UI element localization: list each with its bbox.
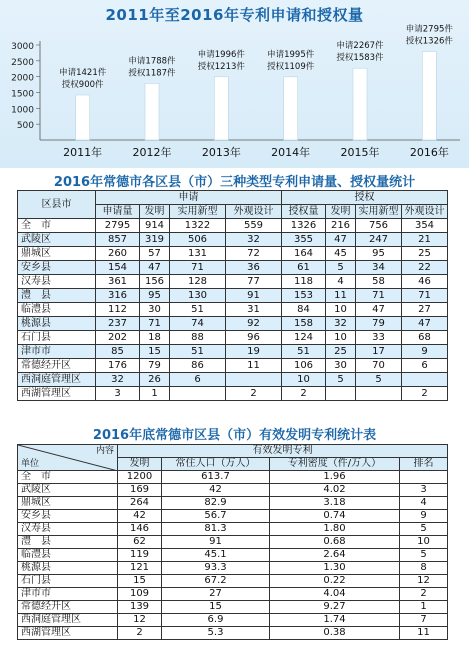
value-cell: 4.02 — [270, 484, 400, 497]
table-row — [18, 471, 448, 484]
bar — [353, 68, 367, 140]
value-cell — [226, 373, 282, 387]
value-cell: 61 — [282, 261, 326, 275]
value-cell: 5 — [400, 549, 448, 562]
region-cell: 桃源县 — [18, 562, 118, 575]
value-cell: 72 — [226, 247, 282, 261]
subheader-cell: 外观设计 — [226, 205, 282, 219]
data-label-grant: 授权1187件 — [128, 68, 176, 79]
subheader-cell: 专利密度（件/万人） — [270, 458, 400, 471]
value-cell: 237 — [96, 317, 140, 331]
value-cell: 4.04 — [270, 588, 400, 601]
value-cell: 559 — [226, 219, 282, 233]
category-label: 2011年 — [63, 146, 103, 159]
value-cell: 42 — [162, 484, 270, 497]
value-cell: 32 — [226, 233, 282, 247]
data-label-grant: 授权1583件 — [336, 53, 384, 64]
value-cell: 12 — [118, 614, 162, 627]
value-cell: 21 — [402, 233, 448, 247]
value-cell: 77 — [226, 275, 282, 289]
value-cell: 613.7 — [162, 471, 270, 484]
value-cell: 15 — [162, 601, 270, 614]
region-cell: 常德经开区 — [18, 359, 96, 373]
region-cell: 临澧县 — [18, 549, 118, 562]
value-cell: 32 — [96, 373, 140, 387]
value-cell: 34 — [356, 261, 402, 275]
value-cell: 361 — [96, 275, 140, 289]
value-cell: 71 — [356, 289, 402, 303]
table-row — [18, 289, 448, 303]
value-cell: 91 — [162, 536, 270, 549]
value-cell: 1 — [400, 601, 448, 614]
category-label: 2015年 — [340, 146, 380, 159]
subheader-cell: 实用新型 — [170, 205, 226, 219]
value-cell: 22 — [402, 261, 448, 275]
region-cell: 常德经开区 — [18, 601, 118, 614]
value-cell — [170, 387, 226, 401]
subheader-cell: 实用新型 — [356, 205, 402, 219]
value-cell: 4 — [326, 275, 356, 289]
value-cell: 96 — [226, 331, 282, 345]
value-cell: 71 — [402, 289, 448, 303]
subheader-cell: 申请量 — [96, 205, 140, 219]
value-cell: 176 — [96, 359, 140, 373]
value-cell: 46 — [402, 275, 448, 289]
value-cell: 15 — [140, 345, 170, 359]
value-cell: 47 — [140, 261, 170, 275]
y-tick-label: 500 — [16, 121, 34, 132]
region-cell: 津市市 — [18, 345, 96, 359]
value-cell: 216 — [326, 219, 356, 233]
value-cell: 260 — [96, 247, 140, 261]
value-cell: 153 — [282, 289, 326, 303]
value-cell: 1.74 — [270, 614, 400, 627]
value-cell: 10 — [282, 373, 326, 387]
data-label-apply: 申请1995件 — [267, 49, 315, 60]
value-cell: 5 — [400, 523, 448, 536]
subheader-cell: 发明 — [118, 458, 162, 471]
value-cell: 354 — [402, 219, 448, 233]
table-row — [18, 387, 448, 401]
value-cell: 2 — [118, 627, 162, 640]
value-cell: 1322 — [170, 219, 226, 233]
region-cell: 鼎城区 — [18, 497, 118, 510]
value-cell: 2 — [400, 588, 448, 601]
value-cell: 355 — [282, 233, 326, 247]
data-label-apply: 申请2795件 — [405, 24, 453, 35]
value-cell: 3.18 — [270, 497, 400, 510]
region-cell: 石门县 — [18, 575, 118, 588]
region-cell: 西洞庭管理区 — [18, 614, 118, 627]
value-cell: 5 — [356, 373, 402, 387]
value-cell: 264 — [118, 497, 162, 510]
value-cell: 10 — [400, 536, 448, 549]
region-cell: 武陵区 — [18, 484, 118, 497]
region-cell: 全 市 — [18, 471, 118, 484]
value-cell: 11 — [226, 359, 282, 373]
table-row — [18, 219, 448, 233]
table-row — [18, 523, 448, 536]
value-cell: 1 — [140, 387, 170, 401]
value-cell: 164 — [282, 247, 326, 261]
value-cell: 12 — [400, 575, 448, 588]
value-cell: 1326 — [282, 219, 326, 233]
value-cell: 756 — [356, 219, 402, 233]
value-cell: 95 — [140, 289, 170, 303]
value-cell: 6.9 — [162, 614, 270, 627]
value-cell: 91 — [226, 289, 282, 303]
value-cell: 506 — [170, 233, 226, 247]
value-cell: 11 — [400, 627, 448, 640]
value-cell — [400, 471, 448, 484]
value-cell: 57 — [140, 247, 170, 261]
value-cell: 27 — [162, 588, 270, 601]
subheader-cell: 排名 — [400, 458, 448, 471]
value-cell: 71 — [170, 261, 226, 275]
data-label-apply: 申请2267件 — [336, 41, 384, 52]
value-cell: 30 — [140, 303, 170, 317]
table-row — [18, 575, 448, 588]
value-cell: 68 — [402, 331, 448, 345]
value-cell: 51 — [282, 345, 326, 359]
value-cell: 58 — [356, 275, 402, 289]
value-cell: 9.27 — [270, 601, 400, 614]
value-cell: 121 — [118, 562, 162, 575]
data-label-grant: 授权900件 — [61, 80, 104, 91]
region-cell: 桃源县 — [18, 317, 96, 331]
data-label-apply: 申请1421件 — [59, 68, 107, 79]
bar — [76, 95, 90, 140]
value-cell: 11 — [326, 289, 356, 303]
value-cell: 130 — [170, 289, 226, 303]
region-cell: 临澧县 — [18, 303, 96, 317]
value-cell: 81.3 — [162, 523, 270, 536]
region-cell: 西湖管理区 — [18, 387, 96, 401]
region-cell: 西湖管理区 — [18, 627, 118, 640]
value-cell: 15 — [118, 575, 162, 588]
table2-title: 2016年底常德市区县（市）有效发明专利统计表 — [92, 428, 377, 443]
header-region: 区县市 — [18, 191, 96, 219]
category-label: 2014年 — [271, 146, 311, 159]
value-cell: 857 — [96, 233, 140, 247]
value-cell: 1200 — [118, 471, 162, 484]
value-cell: 2 — [282, 387, 326, 401]
value-cell: 169 — [118, 484, 162, 497]
value-cell: 93.3 — [162, 562, 270, 575]
table-row — [18, 359, 448, 373]
value-cell: 67.2 — [162, 575, 270, 588]
value-cell: 202 — [96, 331, 140, 345]
value-cell: 316 — [96, 289, 140, 303]
value-cell: 2795 — [96, 219, 140, 233]
data-label-apply: 申请1996件 — [197, 49, 245, 60]
table-row — [18, 345, 448, 359]
data-label-grant: 授权1326件 — [405, 36, 453, 47]
table-row — [18, 331, 448, 345]
value-cell: 9 — [402, 345, 448, 359]
value-cell: 8 — [400, 562, 448, 575]
value-cell: 5.3 — [162, 627, 270, 640]
value-cell: 51 — [170, 345, 226, 359]
value-cell: 0.38 — [270, 627, 400, 640]
header-grant: 授权 — [282, 191, 448, 205]
table-row — [18, 510, 448, 523]
region-cell: 津市市 — [18, 588, 118, 601]
table-row — [18, 627, 448, 640]
y-tick-label: 3000 — [11, 42, 34, 52]
value-cell: 18 — [140, 331, 170, 345]
value-cell: 4 — [400, 497, 448, 510]
table-row — [18, 588, 448, 601]
value-cell: 0.22 — [270, 575, 400, 588]
value-cell: 5 — [326, 373, 356, 387]
value-cell: 74 — [170, 317, 226, 331]
region-cell: 汉寿县 — [18, 275, 96, 289]
value-cell: 247 — [356, 233, 402, 247]
region-cell: 全 市 — [18, 219, 96, 233]
value-cell: 112 — [96, 303, 140, 317]
value-cell: 118 — [282, 275, 326, 289]
value-cell: 154 — [96, 261, 140, 275]
bar — [214, 77, 228, 140]
value-cell: 70 — [356, 359, 402, 373]
bar — [422, 51, 436, 140]
value-cell: 124 — [282, 331, 326, 345]
region-cell: 安乡县 — [18, 261, 96, 275]
y-tick-label: 2500 — [11, 57, 34, 68]
value-cell: 156 — [140, 275, 170, 289]
value-cell: 2.64 — [270, 549, 400, 562]
header-diagonal-cell — [18, 445, 118, 471]
table-row — [18, 233, 448, 247]
subheader-cell: 常住人口（万人） — [162, 458, 270, 471]
table-row — [18, 275, 448, 289]
table-row — [18, 614, 448, 627]
value-cell: 88 — [170, 331, 226, 345]
chart-title: 2011年至2016年专利申请和授权量 — [105, 6, 364, 24]
value-cell: 47 — [326, 233, 356, 247]
region-cell: 安乡县 — [18, 510, 118, 523]
value-cell: 84 — [282, 303, 326, 317]
value-cell: 146 — [118, 523, 162, 536]
patent-type-table — [17, 190, 448, 401]
value-cell: 319 — [140, 233, 170, 247]
value-cell: 6 — [170, 373, 226, 387]
table-row — [18, 261, 448, 275]
value-cell: 6 — [402, 359, 448, 373]
invention-patent-table — [17, 444, 448, 640]
value-cell: 3 — [96, 387, 140, 401]
value-cell: 32 — [326, 317, 356, 331]
value-cell: 56.7 — [162, 510, 270, 523]
header-apply: 申请 — [96, 191, 282, 205]
value-cell: 158 — [282, 317, 326, 331]
value-cell: 86 — [170, 359, 226, 373]
table-row — [18, 317, 448, 331]
table-row — [18, 562, 448, 575]
value-cell: 106 — [282, 359, 326, 373]
value-cell: 914 — [140, 219, 170, 233]
value-cell: 27 — [402, 303, 448, 317]
value-cell: 85 — [96, 345, 140, 359]
value-cell: 10 — [326, 303, 356, 317]
value-cell: 95 — [356, 247, 402, 261]
value-cell: 45.1 — [162, 549, 270, 562]
value-cell: 0.74 — [270, 510, 400, 523]
value-cell: 33 — [356, 331, 402, 345]
region-cell: 澧 县 — [18, 536, 118, 549]
category-label: 2013年 — [201, 146, 241, 159]
subheader-cell: 发明 — [326, 205, 356, 219]
value-cell: 3 — [400, 484, 448, 497]
value-cell: 1.80 — [270, 523, 400, 536]
data-label-grant: 授权1213件 — [197, 61, 245, 72]
header-unit: 单位 — [21, 459, 40, 469]
value-cell: 1.30 — [270, 562, 400, 575]
value-cell: 10 — [326, 331, 356, 345]
table-row — [18, 549, 448, 562]
value-cell: 47 — [402, 317, 448, 331]
region-cell: 武陵区 — [18, 233, 96, 247]
value-cell: 26 — [140, 373, 170, 387]
data-label-apply: 申请1788件 — [128, 56, 176, 67]
subheader-cell: 发明 — [140, 205, 170, 219]
value-cell: 82.9 — [162, 497, 270, 510]
y-tick-label: 1500 — [11, 89, 34, 100]
table-row — [18, 536, 448, 549]
region-cell: 汉寿县 — [18, 523, 118, 536]
header-content: 内容 — [95, 446, 114, 456]
value-cell: 47 — [356, 303, 402, 317]
region-cell: 澧 县 — [18, 289, 96, 303]
value-cell: 79 — [356, 317, 402, 331]
value-cell: 36 — [226, 261, 282, 275]
y-tick-label: 1000 — [11, 105, 34, 116]
category-label: 2012年 — [132, 146, 172, 159]
table-row — [18, 484, 448, 497]
subheader-cell: 授权量 — [282, 205, 326, 219]
value-cell: 128 — [170, 275, 226, 289]
value-cell: 19 — [226, 345, 282, 359]
value-cell: 31 — [226, 303, 282, 317]
value-cell: 25 — [326, 345, 356, 359]
table-row — [18, 601, 448, 614]
value-cell: 139 — [118, 601, 162, 614]
value-cell: 30 — [326, 359, 356, 373]
value-cell: 131 — [170, 247, 226, 261]
table-row — [18, 497, 448, 510]
table1-title: 2016年常德市各区县（市）三种类型专利申请量、授权量统计 — [53, 175, 416, 190]
bar — [145, 83, 159, 140]
value-cell: 62 — [118, 536, 162, 549]
data-label-grant: 授权1109件 — [267, 61, 315, 72]
value-cell: 119 — [118, 549, 162, 562]
patent-bar-chart — [0, 0, 469, 168]
value-cell: 1.96 — [270, 471, 400, 484]
value-cell: 92 — [226, 317, 282, 331]
header-valid-patents: 有效发明专利 — [118, 445, 448, 458]
value-cell: 45 — [326, 247, 356, 261]
y-tick-label: 2000 — [11, 73, 34, 84]
value-cell — [356, 387, 402, 401]
value-cell — [326, 387, 356, 401]
region-cell: 西洞庭管理区 — [18, 373, 96, 387]
value-cell: 25 — [402, 247, 448, 261]
subheader-cell: 外观设计 — [402, 205, 448, 219]
value-cell: 79 — [140, 359, 170, 373]
value-cell — [402, 373, 448, 387]
region-cell: 石门县 — [18, 331, 96, 345]
region-cell: 鼎城区 — [18, 247, 96, 261]
value-cell: 0.68 — [270, 536, 400, 549]
table-row — [18, 303, 448, 317]
value-cell: 51 — [170, 303, 226, 317]
value-cell: 9 — [400, 510, 448, 523]
value-cell: 109 — [118, 588, 162, 601]
value-cell: 17 — [356, 345, 402, 359]
value-cell: 2 — [402, 387, 448, 401]
category-label: 2016年 — [409, 146, 449, 159]
value-cell: 42 — [118, 510, 162, 523]
value-cell: 2 — [226, 387, 282, 401]
bar — [284, 77, 298, 140]
table-row — [18, 373, 448, 387]
table-row — [18, 247, 448, 261]
value-cell: 71 — [140, 317, 170, 331]
value-cell: 7 — [400, 614, 448, 627]
value-cell: 5 — [326, 261, 356, 275]
